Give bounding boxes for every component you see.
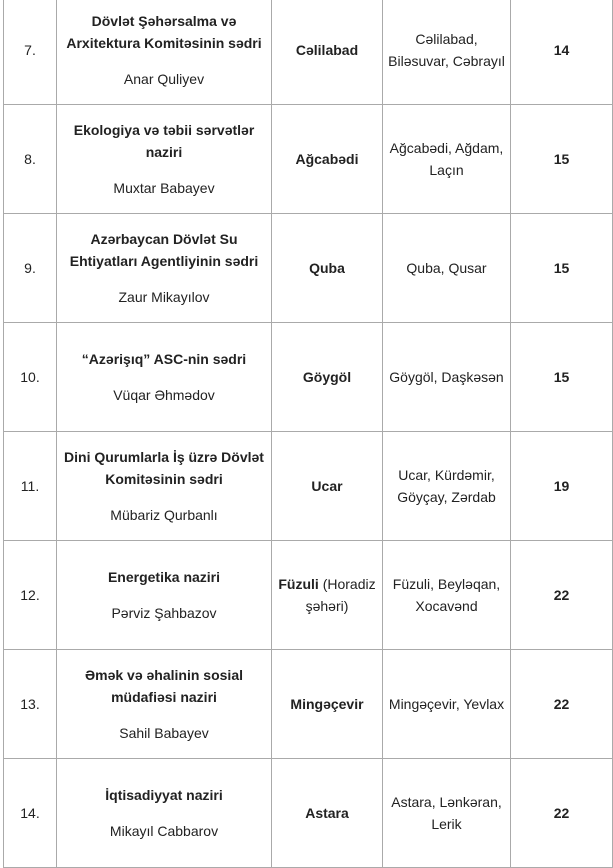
covered-districts: Astara, Lənkəran, Lerik <box>383 759 511 868</box>
official-cell <box>57 105 272 214</box>
covered-districts: Ağcabədi, Ağdam, Laçın <box>383 105 511 214</box>
reception-district: Quba <box>309 260 345 276</box>
row-number: 10. <box>4 323 57 432</box>
official-title: Əmək və əhalinin sosial müdafiəsi naziri <box>84 667 243 705</box>
row-number: 13. <box>4 650 57 759</box>
covered-districts: Göygöl, Daşkəsən <box>383 323 511 432</box>
reception-count: 22 <box>511 759 613 868</box>
table-row <box>4 650 613 759</box>
reception-count: 15 <box>511 323 613 432</box>
official-cell <box>57 214 272 323</box>
covered-districts: Cəlilabad, Biləsuvar, Cəbrayıl <box>383 0 511 105</box>
reception-district-cell <box>272 105 383 214</box>
covered-districts: Ucar, Kürdəmir, Göyçay, Zərdab <box>383 432 511 541</box>
reception-count: 14 <box>511 0 613 105</box>
table-row <box>4 0 613 105</box>
official-title: Energetika naziri <box>107 569 221 585</box>
row-number: 14. <box>4 759 57 868</box>
table-row <box>4 214 613 323</box>
reception-district: Mingəçevir <box>290 696 364 712</box>
reception-count: 15 <box>511 214 613 323</box>
reception-count: 22 <box>511 541 613 650</box>
official-title: Dövlət Şəhərsalma və Arxitektura Komitəsinin sədri <box>66 13 262 51</box>
official-name: Pərviz Şahbazov <box>111 605 217 621</box>
official-name: Sahil Babayev <box>119 725 209 741</box>
official-title: Dini Qurumlarla İş üzrə Dövlət Komitəsinin sədri <box>64 449 264 487</box>
reception-count: 15 <box>511 105 613 214</box>
table-row <box>4 759 613 868</box>
official-cell <box>57 650 272 759</box>
official-title: Azərbaycan Dövlət Su Ehtiyatları Agentliyinin sədri <box>69 231 259 269</box>
covered-districts: Füzuli, Beyləqan, Xocavənd <box>383 541 511 650</box>
reception-count: 22 <box>511 650 613 759</box>
row-number: 9. <box>4 214 57 323</box>
reception-schedule-table <box>3 0 613 868</box>
official-name: Anar Quliyev <box>123 71 205 87</box>
official-cell <box>57 759 272 868</box>
reception-district-cell <box>272 650 383 759</box>
official-cell <box>57 323 272 432</box>
reception-district-cell <box>272 323 383 432</box>
reception-district-cell <box>272 0 383 105</box>
official-name: Mikayıl Cabbarov <box>109 823 219 839</box>
reception-district: Cəlilabad <box>295 42 359 58</box>
reception-district: Ucar <box>311 478 343 494</box>
row-number: 12. <box>4 541 57 650</box>
reception-district-cell <box>272 214 383 323</box>
official-title: İqtisadiyyat naziri <box>105 787 223 803</box>
reception-district-note: (Horadiz şəhəri) <box>305 576 376 614</box>
table-row <box>4 432 613 541</box>
reception-district-cell <box>272 541 383 650</box>
row-number: 11. <box>4 432 57 541</box>
reception-district: Ağcabədi <box>295 151 359 167</box>
covered-districts: Mingəçevir, Yevlax <box>383 650 511 759</box>
covered-districts: Quba, Qusar <box>383 214 511 323</box>
row-number: 8. <box>4 105 57 214</box>
official-cell <box>57 0 272 105</box>
official-title: Ekologiya və təbii sərvətlər naziri <box>73 122 255 160</box>
reception-district: Astara <box>305 805 349 821</box>
reception-district: Füzuli <box>278 576 319 592</box>
reception-district-cell <box>272 759 383 868</box>
row-number: 7. <box>4 0 57 105</box>
official-name: Zaur Mikayılov <box>118 289 210 305</box>
official-name: Mübariz Qurbanlı <box>110 507 218 523</box>
official-title: “Azərişıq” ASC-nin sədri <box>81 351 247 367</box>
official-cell <box>57 541 272 650</box>
reception-count: 19 <box>511 432 613 541</box>
reception-district: Göygöl <box>302 369 352 385</box>
official-name: Vüqar Əhmədov <box>113 387 215 403</box>
official-cell <box>57 432 272 541</box>
table-row <box>4 105 613 214</box>
reception-district-cell <box>272 432 383 541</box>
table-row <box>4 541 613 650</box>
official-name: Muxtar Babayev <box>113 180 215 196</box>
table-row <box>4 323 613 432</box>
